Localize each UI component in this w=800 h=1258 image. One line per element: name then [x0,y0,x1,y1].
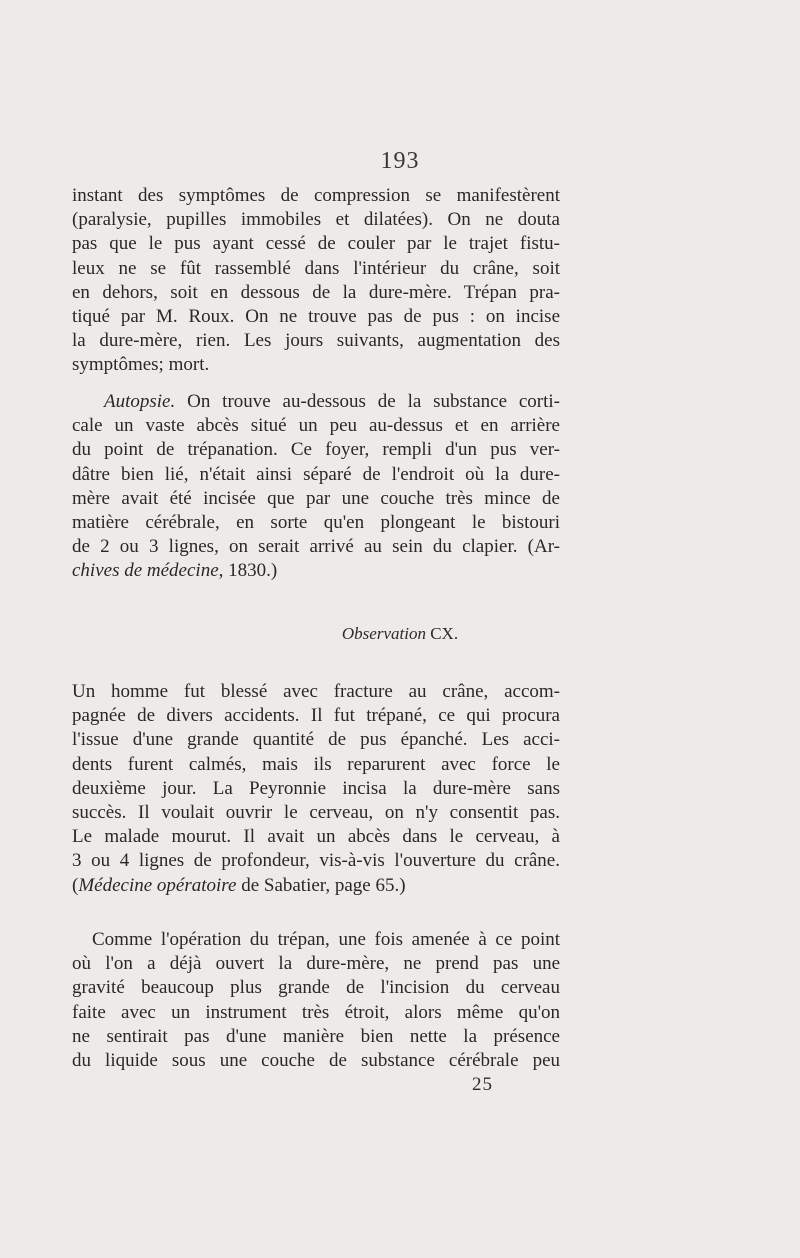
paragraph-commentary [72,928,560,1073]
text-line: Comme l'opération du trépan, une fois amenée à ce point [92,929,560,950]
text-line: l'issue d'une grande quantité de pus épanché. Les acci- [72,729,560,751]
text-line: 3 ou 4 lignes de profondeur, vis-à-vis l'ouverture du crâne. [72,850,560,872]
text-line [72,874,560,898]
text-line: faite avec un instrument très étroit, alors même qu'on [72,1001,560,1023]
text-line: du liquide sous une couche de substance cérébrale peu [72,1049,560,1071]
source-title: Médecine opératoire [78,874,237,896]
text-line: deuxième jour. La Peyronnie incisa la dure-mère sans [72,777,560,799]
text-line: pas que le pus ayant cessé de couler par le trajet fistu- [72,233,560,255]
paragraph-autopsy [72,390,560,584]
text-line: pagnée de divers accidents. Il fut trépané, ce qui procura [72,705,560,727]
text-line: la dure-mère, rien. Les jours suivants, augmentation des [72,330,560,352]
text-line: tiqué par M. Roux. On ne trouve pas de pus : on incise [72,305,560,327]
text-line: gravité beaucoup plus grande de l'incision du cerveau [72,977,560,999]
text-line: Le malade mourut. Il avait un abcès dans le cerveau, à [72,826,560,848]
text-line: leux ne se fût rassemblé dans l'intérieur du crâne, soit [72,257,560,279]
text-line: en dehors, soit en dessous de la dure-mère. Trépan pra- [72,281,560,303]
text-line: cale un vaste abcès situé un peu au-dessus et en arrière [72,415,560,437]
text-segment: de Sabatier, page 65.) [236,874,406,896]
text-line: (paralysie, pupilles immobiles et dilatées). On ne douta [72,209,560,231]
text-segment: On trouve au-dessous de la substance corti- [175,391,560,412]
text-line [72,559,560,583]
text-line: Un homme fut blessé avec fracture au crâne, accom- [72,681,560,702]
text-line [72,390,560,414]
text-line: instant des symptômes de compression se manifestèrent [72,185,560,206]
text-line: dâtre bien lié, n'était ainsi séparé de l'endroit où la dure- [72,463,560,485]
paragraph-case-report [72,184,560,378]
text-line: mère avait été incisée que par une couche très mince de [72,487,560,509]
observation-number: CX. [430,624,459,643]
text-line: succès. Il voulait ouvrir le cerveau, on n'y consentit pas. [72,801,560,823]
text-line: ne sentirait pas d'une manière bien nette la présence [72,1025,560,1047]
paragraph-observation [72,680,560,898]
source-title: chives de médecine [72,560,219,582]
text-line: matière cérébrale, en sorte qu'en plongeant le bistouri [72,511,560,533]
text-line: dents furent calmés, mais ils reparurent avec force le [72,753,560,775]
text-line: du point de trépanation. Ce foyer, rempli d'un pus ver- [72,439,560,461]
autopsy-label: Autopsie. [104,391,176,412]
text-line: où l'on a déjà ouvert la dure-mère, ne prend pas une [72,953,560,975]
text-line: de 2 ou 3 lignes, on serait arrivé au sein du clapier. (Ar- [72,536,560,558]
signature-mark: 25 [472,1074,493,1095]
text-line: symptômes; mort. [72,354,210,376]
text-segment: ( [72,874,79,896]
observation-label: Observation [341,624,426,643]
observation-heading [0,624,800,644]
page-number: 193 [380,148,420,174]
text-segment: , 1830.) [218,560,278,582]
